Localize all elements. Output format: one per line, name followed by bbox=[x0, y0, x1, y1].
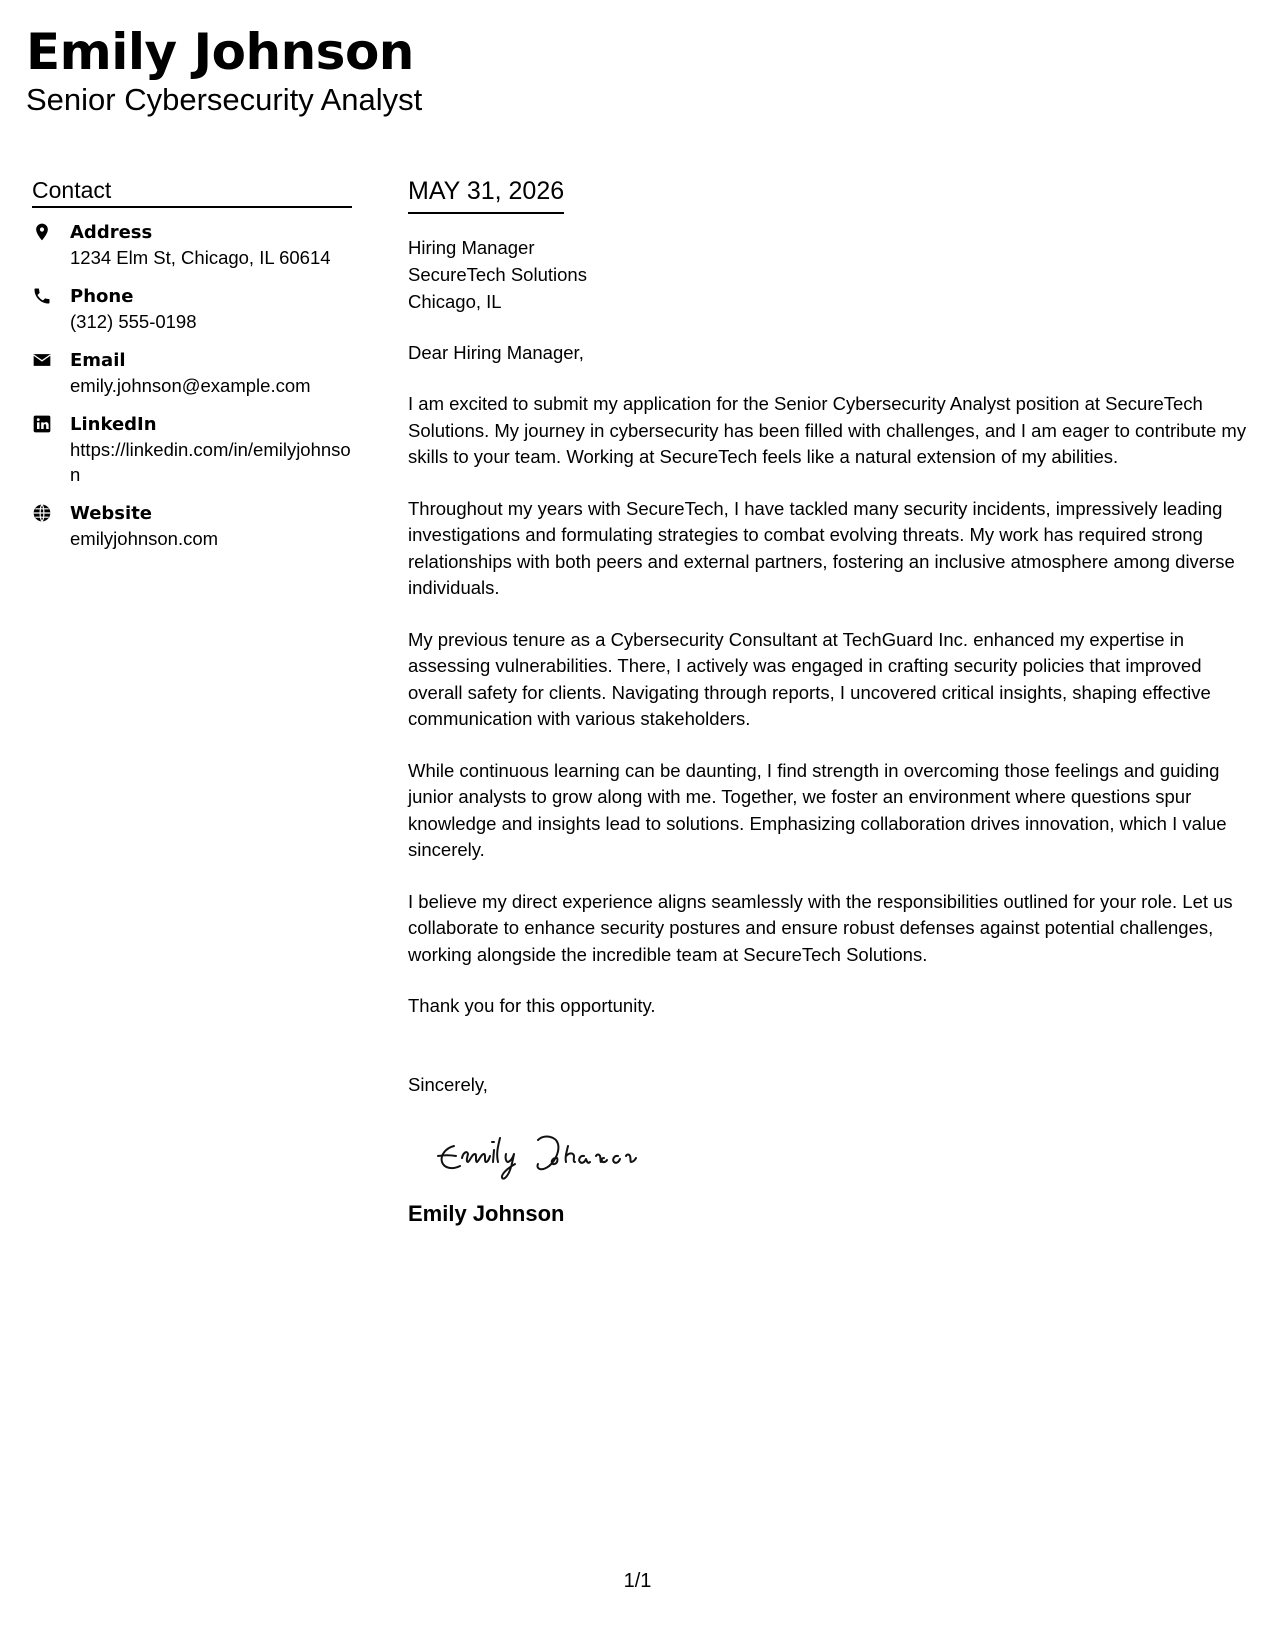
body-paragraph: I believe my direct experience aligns seamlessly with the responsibilities outlined for your role. Let us collaborate to enhance security postures and ensure robust defenses against potential challenges, working alongside the incredible team at SecureTech Solutions. bbox=[408, 890, 1233, 965]
signer-name: Emily Johnson bbox=[408, 1200, 565, 1226]
map-pin-icon bbox=[32, 222, 54, 244]
linkedin-icon bbox=[32, 414, 54, 436]
envelope-icon bbox=[32, 350, 54, 372]
phone-value: (312) 555-0198 bbox=[70, 311, 197, 332]
page-number: 1/1 bbox=[623, 1570, 652, 1592]
recipient-block bbox=[408, 234, 1253, 315]
contact-heading: Contact bbox=[32, 176, 352, 208]
body-paragraph: Throughout my years with SecureTech, I have tackled many security incidents, impressively leading investigations and formulating strategies to combat evolving threats. My work has required strong relationships with both peers and external partners, fostering an inclusive atmosphere among diverse individuals. bbox=[408, 497, 1235, 598]
thank-you-line: Thank you for this opportunity. bbox=[408, 995, 656, 1016]
contact-label: Address bbox=[70, 222, 153, 243]
contact-item-email bbox=[32, 348, 352, 398]
contact-sidebar bbox=[32, 176, 352, 565]
website-value[interactable]: emilyjohnson.com bbox=[70, 528, 219, 549]
linkedin-value[interactable]: https://linkedin.com/in/emilyjohnson bbox=[70, 439, 351, 485]
salutation: Dear Hiring Manager, bbox=[408, 342, 584, 363]
applicant-name: Emily Johnson bbox=[26, 23, 414, 81]
contact-item-linkedin bbox=[32, 412, 352, 487]
body-paragraph: My previous tenure as a Cybersecurity Consultant at TechGuard Inc. enhanced my expertise in assessing vulnerabilities. There, I actively was engaged in crafting security policies that improved overall safety for clients. Navigating through reports, I uncovered critical insights, shaping effective communication with various stakeholders. bbox=[408, 628, 1211, 729]
contact-label: Email bbox=[70, 350, 126, 371]
globe-icon bbox=[32, 503, 54, 525]
body-paragraph: While continuous learning can be daunting, I find strength in overcoming those feelings and guiding junior analysts to grow along with me. Together, we foster an environment where questions spur knowledge and insights lead to solutions. Emphasizing collaboration drives innovation, which I value sincerely. bbox=[408, 759, 1227, 860]
closing: Sincerely, bbox=[408, 1073, 488, 1095]
contact-item-phone bbox=[32, 284, 352, 334]
contact-label: Website bbox=[70, 503, 153, 524]
contact-item-address bbox=[32, 220, 352, 270]
recipient-name: Hiring Manager bbox=[408, 237, 535, 258]
phone-icon bbox=[32, 286, 54, 308]
date-block bbox=[408, 176, 564, 214]
recipient-company: SecureTech Solutions bbox=[408, 264, 587, 285]
letter-date: MAY 31, 2026 bbox=[408, 177, 565, 205]
applicant-title: Senior Cybersecurity Analyst bbox=[26, 82, 423, 117]
contact-item-website bbox=[32, 501, 352, 551]
body-paragraph: I am excited to submit my application for the Senior Cybersecurity Analyst position at SecureTech Solutions. My journey in cybersecurity has been filled with challenges, and I am eager to contribute my skills to your team. Working at SecureTech feels like a natural extension of my abilities. bbox=[408, 393, 1247, 467]
letter-header bbox=[26, 22, 422, 118]
letter-body bbox=[408, 176, 1253, 1228]
handwritten-signature bbox=[426, 1128, 666, 1188]
address-value: 1234 Elm St, Chicago, IL 60614 bbox=[70, 247, 331, 268]
recipient-location: Chicago, IL bbox=[408, 291, 502, 312]
email-value[interactable]: emily.johnson@example.com bbox=[70, 375, 311, 396]
contact-label: LinkedIn bbox=[70, 414, 157, 435]
contact-label: Phone bbox=[70, 286, 134, 307]
